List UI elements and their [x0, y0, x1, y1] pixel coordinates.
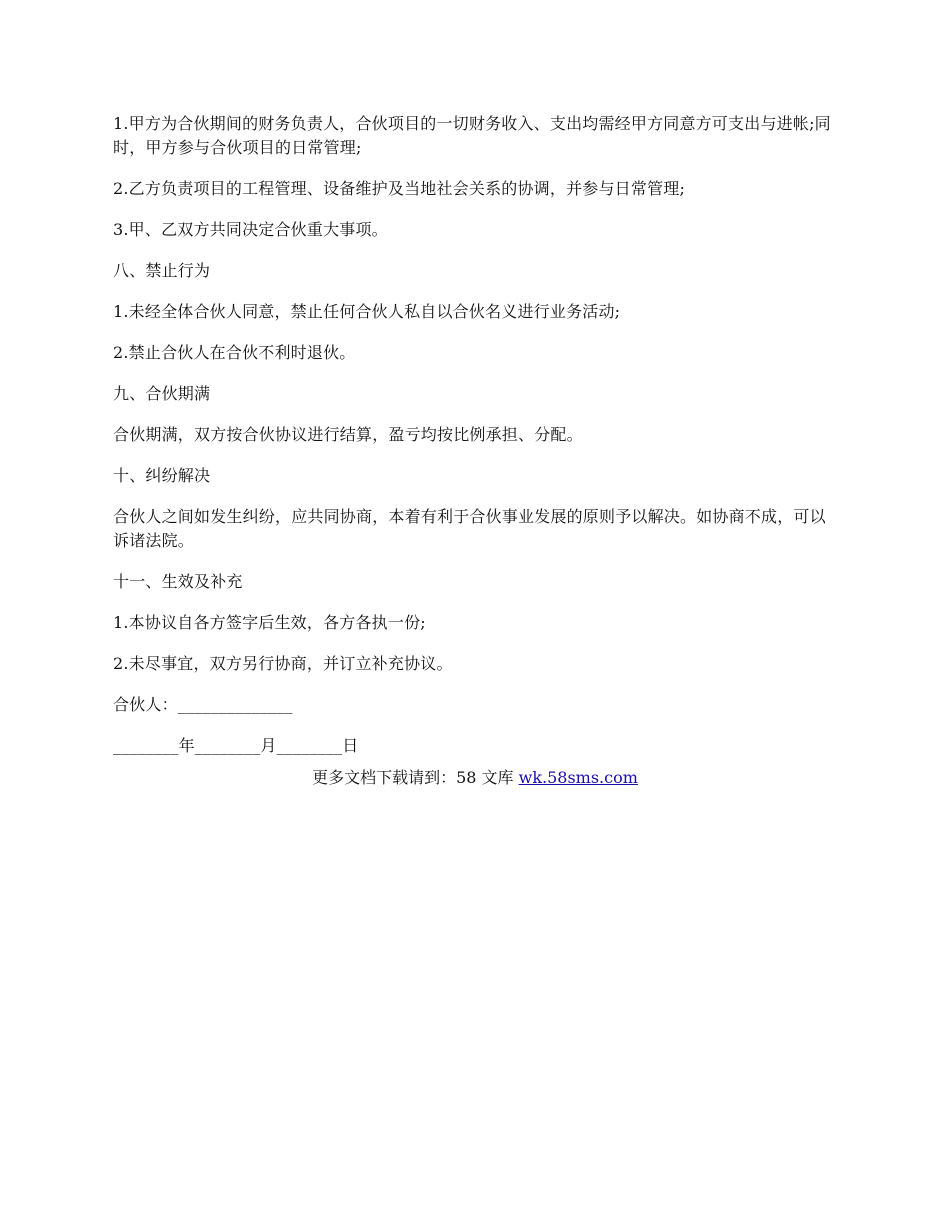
paragraph-supplementary-agreement: 2.未尽事宜，双方另行协商，并订立补充协议。	[113, 654, 453, 673]
paragraph-no-withdrawal: 2.禁止合伙人在合伙不利时退伙。	[113, 343, 356, 362]
paragraph-dispute-process: 合伙人之间如发生纠纷，应共同协商，本着有利于合伙事业发展的原则予以解决。如协商不成，可以诉诸法院。	[113, 507, 826, 550]
paragraph-no-private-business: 1.未经全体合伙人同意，禁止任何合伙人私自以合伙名义进行业务活动;	[113, 302, 621, 321]
date-line: ________年________月________日	[113, 736, 359, 755]
section-heading-effect-and-supplement: 十一、生效及补充	[113, 572, 243, 591]
paragraph-finance-role: 1.甲方为合伙期间的财务负责人，合伙项目的一切财务收入、支出均需经甲方同意方可支出与进帐;同时，甲方参与合伙项目的日常管理;	[113, 114, 831, 157]
document-body	[113, 112, 841, 775]
signature-line-partner: 合伙人：______________	[113, 695, 293, 714]
footer-text: 更多文档下载请到：58 文库	[312, 768, 519, 787]
paragraph-effective-on-signing: 1.本协议自各方签字后生效，各方各执一份;	[113, 613, 426, 632]
paragraph-settlement: 合伙期满，双方按合伙协议进行结算，盈亏均按比例承担、分配。	[113, 425, 583, 444]
download-footer	[0, 766, 950, 790]
paragraph-joint-decisions: 3.甲、乙双方共同决定合伙重大事项。	[113, 220, 388, 239]
section-heading-prohibited-acts: 八、禁止行为	[113, 261, 211, 280]
section-heading-dispute-resolution: 十、纠纷解决	[113, 466, 211, 485]
footer-link[interactable]: wk.58sms.com	[518, 768, 638, 787]
section-heading-term-expiry: 九、合伙期满	[113, 384, 211, 403]
paragraph-engineering-role: 2.乙方负责项目的工程管理、设备维护及当地社会关系的协调，并参与日常管理;	[113, 179, 686, 198]
